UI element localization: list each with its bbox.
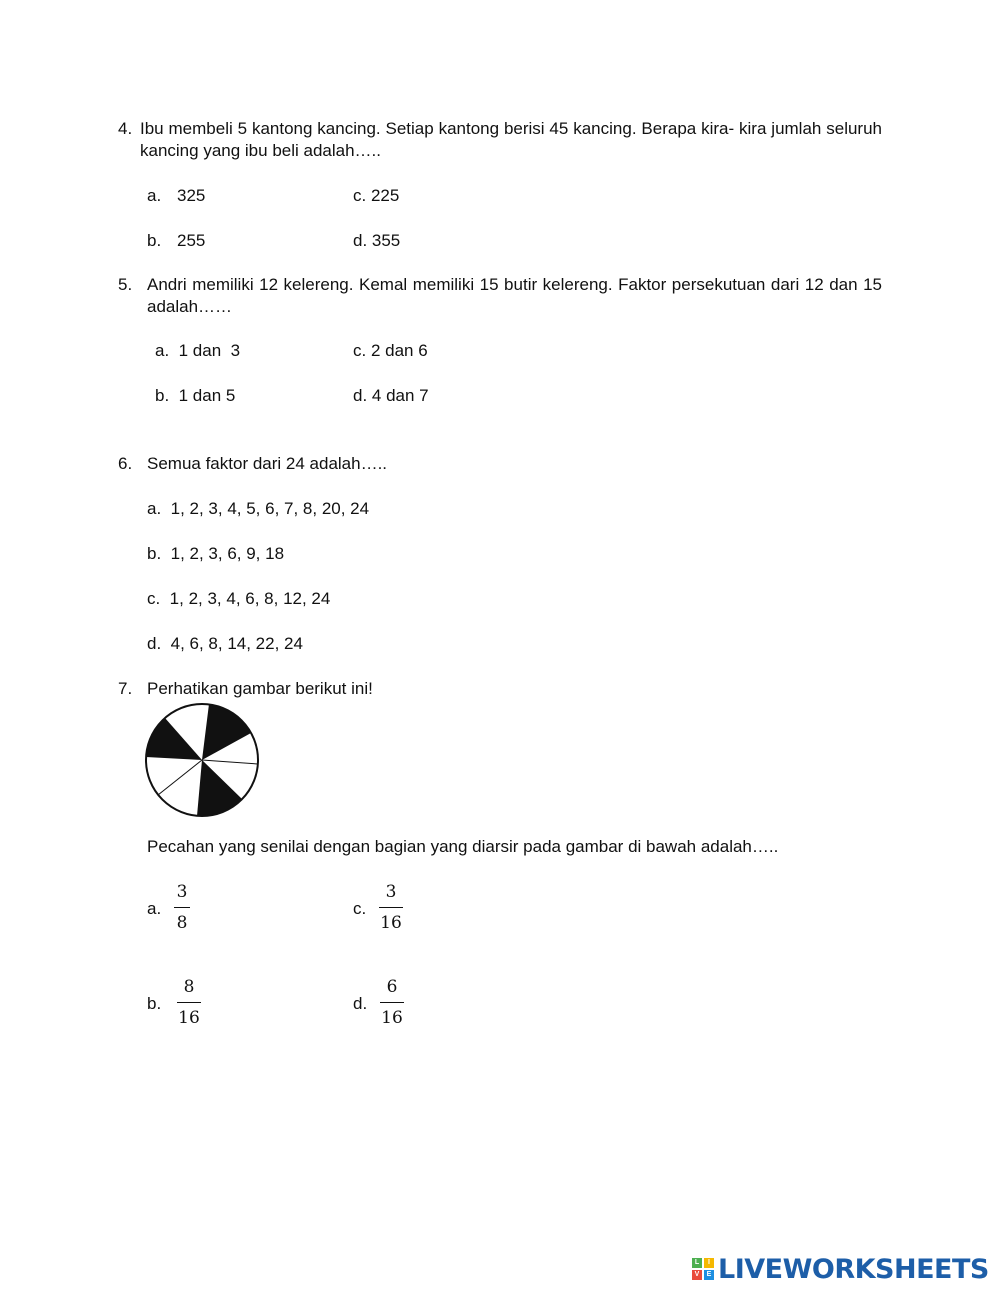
logo-mark-letter: V	[692, 1270, 702, 1280]
fraction-denominator: 8	[176, 913, 188, 933]
q7-option-a-letter: a.	[147, 899, 162, 918]
fraction-bar	[379, 907, 403, 908]
q6-option-a[interactable]: a. 1, 2, 3, 4, 5, 6, 7, 8, 20, 24	[147, 499, 370, 518]
fraction-denominator: 16	[380, 913, 402, 933]
q6-number: 6.	[118, 454, 133, 473]
q5-number: 5.	[118, 275, 133, 294]
pie-fraction-figure	[142, 700, 262, 820]
fraction-numerator: 3	[385, 882, 397, 902]
q6-option-d[interactable]: d. 4, 6, 8, 14, 22, 24	[147, 634, 303, 653]
q7-option-c-fraction[interactable]	[376, 881, 406, 934]
q4-option-a[interactable]: 325	[177, 186, 206, 205]
shaded-sector-left	[146, 718, 202, 760]
logo-mark-letter: L	[692, 1258, 702, 1268]
fraction-denominator: 16	[178, 1008, 200, 1028]
q4-option-c[interactable]: c. 225	[353, 186, 400, 205]
logo-mark-letter: I	[704, 1258, 714, 1268]
q7-option-a-fraction[interactable]	[167, 881, 197, 934]
q7-option-b-fraction[interactable]	[174, 976, 204, 1029]
q5-option-d[interactable]: d. 4 dan 7	[353, 386, 429, 405]
q7-number: 7.	[118, 679, 133, 698]
q4-option-a-letter: a.	[147, 186, 162, 205]
q7-option-c-letter: c.	[353, 899, 367, 918]
fraction-numerator: 6	[386, 977, 398, 997]
liveworksheets-logo-text: LIVEWORKSHEETS	[718, 1253, 989, 1285]
q6-text: Semua faktor dari 24 adalah…..	[147, 454, 388, 473]
fraction-numerator: 3	[176, 882, 188, 902]
q4-option-b-letter: b.	[147, 231, 162, 250]
q7-prompt: Pecahan yang senilai dengan bagian yang diarsir pada gambar di bawah adalah…..	[147, 837, 779, 856]
q6-option-b[interactable]: b. 1, 2, 3, 6, 9, 18	[147, 544, 285, 563]
fraction-denominator: 16	[381, 1008, 403, 1028]
q7-option-d-fraction[interactable]	[377, 976, 407, 1029]
q7-text: Perhatikan gambar berikut ini!	[147, 679, 373, 698]
q5-text: Andri memiliki 12 kelereng. Kemal memiliki 15 butir kelereng. Faktor persekutuan dari 12 dan 15 adalah……	[147, 275, 882, 316]
q6-option-c[interactable]: c. 1, 2, 3, 4, 6, 8, 12, 24	[147, 589, 331, 608]
shaded-sector-bottom	[197, 760, 242, 816]
sector-divider	[158, 760, 202, 795]
shaded-sector-top	[202, 704, 251, 760]
fraction-bar	[177, 1002, 201, 1003]
q5-option-a[interactable]: a. 1 dan 3	[155, 341, 241, 360]
liveworksheets-logo-icon	[692, 1258, 714, 1280]
fraction-numerator: 8	[183, 977, 195, 997]
q4-number: 4.	[118, 119, 133, 138]
sector-divider	[202, 760, 258, 764]
logo-mark-letter: E	[704, 1270, 714, 1280]
fraction-bar	[174, 907, 190, 908]
q7-option-d-letter: d.	[353, 994, 368, 1013]
q4-option-d[interactable]: d. 355	[353, 231, 401, 250]
q4-text: Ibu membeli 5 kantong kancing. Setiap kantong berisi 45 kancing. Berapa kira- kira jumlah seluruh kancing yang ibu beli adalah…..	[140, 119, 882, 160]
q5-option-b[interactable]: b. 1 dan 5	[155, 386, 236, 405]
q7-option-b-letter: b.	[147, 994, 162, 1013]
fraction-bar	[380, 1002, 404, 1003]
liveworksheets-logo	[692, 1254, 989, 1284]
q5-option-c[interactable]: c. 2 dan 6	[353, 341, 428, 360]
q4-option-b[interactable]: 255	[177, 231, 206, 250]
